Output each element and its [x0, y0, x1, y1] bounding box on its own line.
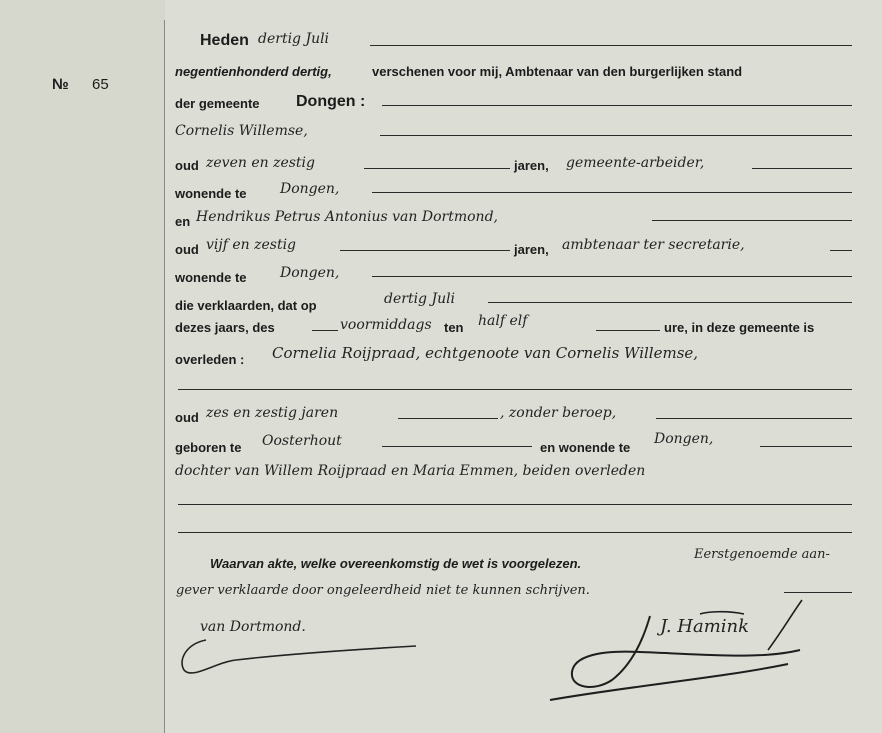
death-date: dertig Juli	[384, 291, 456, 307]
declarant2-age: vijf en zestig	[206, 237, 297, 253]
fill-line	[382, 105, 852, 106]
jaren-label-2: jaren,	[514, 242, 549, 257]
fill-line	[312, 330, 338, 331]
wonende-label: wonende te	[175, 186, 247, 201]
note-line-2: gever verklaarde door ongeleerdheid niet te kunnen schrijven.	[176, 583, 590, 598]
fill-line	[382, 446, 532, 447]
fill-line	[178, 504, 852, 505]
fill-line	[370, 45, 852, 46]
en-wonende-label: en wonende te	[540, 440, 631, 455]
deceased-name: Cornelia Roijpraad, echtgenoote van Cornelis Willemse,	[272, 344, 699, 362]
fill-line	[340, 250, 510, 251]
fill-line	[178, 532, 852, 533]
signature-registrar-graphic	[530, 594, 830, 704]
fill-line	[178, 389, 852, 390]
record-number-value: 65	[92, 76, 109, 93]
signature-registrar: J. Hamink	[660, 616, 750, 637]
fill-line	[760, 446, 852, 447]
fill-line	[752, 168, 852, 169]
declarant1-age: zeven en zestig	[206, 155, 315, 171]
parents: dochter van Willem Roijpraad en Maria Emmen, beiden overleden	[175, 463, 646, 479]
note-line-1: Eerstgenoemde aan-	[694, 547, 830, 562]
deceased-age: zes en zestig jaren	[206, 405, 339, 421]
margin-divider	[164, 20, 165, 733]
deceased-residence: Dongen,	[654, 431, 714, 447]
declarant2-name: Hendrikus Petrus Antonius van Dortmond,	[196, 209, 498, 225]
gemeente-label: der gemeente	[175, 96, 260, 111]
jaren-label: jaren,	[514, 158, 549, 173]
left-margin-column	[0, 0, 165, 733]
daypart: voormiddags	[340, 317, 432, 333]
fill-line	[596, 330, 660, 331]
oud-label: oud	[175, 158, 199, 173]
fill-line	[372, 192, 852, 193]
year-text: negentienhonderd dertig,	[175, 64, 332, 79]
fill-line	[830, 250, 852, 251]
birthplace: Oosterhout	[262, 433, 342, 449]
signature-van-dortmond: van Dortmond.	[200, 619, 306, 635]
appearance-text: verschenen voor mij, Ambtenaar van den burgerlijken stand	[372, 64, 743, 79]
dezes-label: dezes jaars, des	[175, 320, 275, 335]
signature-flourish-left	[176, 632, 426, 682]
fill-line	[656, 418, 852, 419]
en-label: en	[175, 214, 191, 229]
fill-line	[488, 302, 852, 303]
heden-label: Heden	[200, 32, 249, 49]
fill-line	[652, 220, 852, 221]
closing-text: Waarvan akte, welke overeenkomstig de wet is voorgelezen.	[210, 556, 582, 571]
ten-label: ten	[444, 320, 464, 335]
deceased-occupation: , zonder beroep,	[500, 405, 617, 421]
verklaarden-label: die verklaarden, dat op	[175, 298, 317, 313]
death-time: half elf	[478, 313, 528, 329]
overleden-label: overleden :	[175, 352, 245, 367]
fill-line	[784, 592, 852, 593]
declarant1-occupation: gemeente-arbeider,	[566, 155, 705, 171]
record-number-label: №	[52, 76, 69, 93]
fill-line	[398, 418, 498, 419]
registration-date: dertig Juli	[258, 31, 330, 47]
fill-line	[372, 276, 852, 277]
ure-label: ure, in deze gemeente is	[664, 320, 815, 335]
fill-line	[364, 168, 510, 169]
gemeente-name: Dongen :	[296, 93, 366, 110]
declarant2-occupation: ambtenaar ter secretarie,	[562, 237, 745, 253]
declarant1-name: Cornelis Willemse,	[175, 123, 308, 139]
geboren-label: geboren te	[175, 440, 242, 455]
oud-label-3: oud	[175, 410, 199, 425]
wonende-label-2: wonende te	[175, 270, 247, 285]
declarant1-residence: Dongen,	[280, 181, 340, 197]
declarant2-residence: Dongen,	[280, 265, 340, 281]
fill-line	[380, 135, 852, 136]
oud-label-2: oud	[175, 242, 199, 257]
